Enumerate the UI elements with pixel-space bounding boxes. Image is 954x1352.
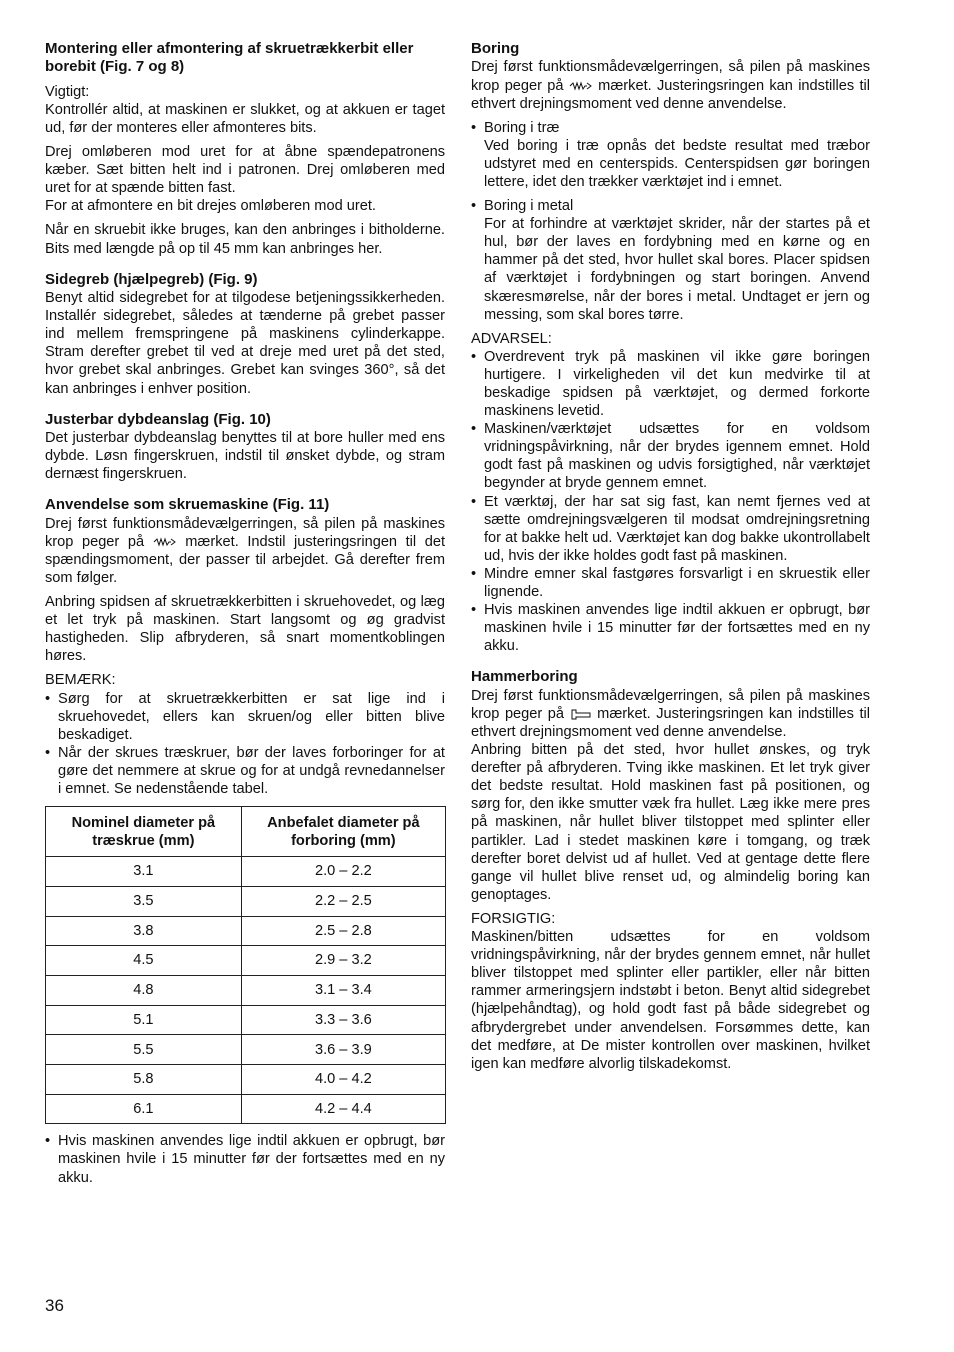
warning-item: • Maskinen/værktøjet udsættes for en voldsom vridningspåvirkning, når der brydes igennem emnet. Hold godt fast på maskinen og udvis forsigtighed, når værktøjet begynder at bryde gennem emnet. [471, 420, 870, 492]
metal-drilling-label: • Boring i metal [484, 198, 574, 215]
depth-stop-text: Det justerbar dybdeanslag benyttes til at bore huller med ens dybde. Løsn fingerskruen, indstil til ønsket dybde, og stram dernæst fingerskruen. [45, 430, 445, 483]
warning-label: ADVARSEL: [471, 330, 552, 347]
table-cell: 2.2 – 2.5 [241, 886, 445, 916]
hammer-drilling-heading: Hammerboring [471, 668, 578, 686]
mount-heading: Montering eller afmontering af skruetrækkerbit eller borebit (Fig. 7 og 8) [45, 40, 414, 76]
table-header-recommended: Anbefalet diameter på forboring (mm) [241, 807, 445, 857]
hammer-paragraph-2: Anbring bitten på det sted, hvor hullet ønskes, og tryk derefter på afbryderen. Tving ikke maskinen. Et let tryk giver det bedste resultat. Hold maskinen fast på positionen, og sørg for, den ikke smutter væk fra hullet. Læg ikke mere pres på maskinen, når hullet bliver tilstoppet med splinter eller partikler. Lad i stedet maskinen køre i tomgang, og træk derefter boret delvist ud af hullet. Ved at gentage dette flere gange vil hullet blive renset ud, og almindelig boring kan genoptages. [471, 742, 870, 903]
table-cell: 2.5 – 2.8 [241, 916, 445, 946]
table-row [46, 857, 446, 887]
boring-paragraph-a: Drej først funktionsmådevælgerringen, så pilen på maskines krop peger på [471, 59, 870, 94]
table-cell: 3.1 [46, 857, 242, 887]
table-cell: 4.5 [46, 946, 242, 976]
warning-item: • Mindre emner skal fastgøres forsvarligt i en skruestik eller lignende. [471, 565, 870, 601]
screwdriver-paragraph-1a: Drej først funktionsmådevælgerringen, så pilen på maskines krop peger på [45, 515, 445, 550]
warning-item: • Et værktøj, der har sat sig fast, kan nemt fjernes ved at sætte omdrejningsvælgeren til modsat omdrejningsretning for at bakke helt ud. Værktøjet kan dog bakke ukontrollabelt ud, hvis der ikke holdes godt fast på maskinen. [471, 493, 870, 565]
table-cell: 6.1 [46, 1094, 242, 1124]
boring-paragraph-b: mærket. Justeringsringen kan indstilles til ethvert drejningsmoment ved denne anvendelse. [471, 77, 870, 112]
table-cell: 3.3 – 3.6 [241, 1005, 445, 1035]
table-row [46, 1005, 446, 1035]
screw-mode-icon [153, 537, 177, 547]
screwdriver-paragraph-1b: mærket. Indstil justeringsringen til det spændingsmoment, der passer til arbejdet. Gå derefter frem som følger. [45, 533, 446, 586]
warning-item: • Overdrevent tryk på maskinen vil ikke gøre boringen hurtigere. I virkeligheden vil det kun medvirke til at beskadige spidsen på værktøjet, og dermed forkorte maskinens levetid. [471, 348, 870, 420]
depth-stop-heading: Justerbar dybdeanslag (Fig. 10) [45, 410, 271, 428]
note-item: • Når der skrues træskruer, bør der laves forboringer for at gøre det nemmere at skrue og for at undgå revnedannelser i emnet. Se nedenstående tabel. [45, 744, 445, 798]
table-cell: 3.1 – 3.4 [241, 975, 445, 1005]
caution-text: Maskinen/bitten udsættes for en voldsom vridningspåvirkning, når der brydes gennem emnet, når hullet bliver tilstoppet med splinter eller partikler, eller når bitten rammer armeringsjern indstøbt i beton. Benyt altid sidegrebet (hjælpehåndtag), og hold godt fast på både sidegrebet og afbrydergrebet under anvendelsen. Forsømmes dette, kan det medføre, at De mister kontrollen over maskinen, hvilket igen kan medføre alvorlig tilskadekomst. [471, 929, 870, 1072]
left-column [45, 40, 445, 1187]
hammer-paragraph-1 [471, 687, 870, 741]
mount-paragraph-1: Drej omløberen mod uret for at åbne spændepatronens kæber. Sæt bitten helt ind i patronen. Drej omløberen med uret for at spænde bitten fast. [45, 144, 445, 197]
after-table-list [45, 1132, 445, 1186]
table-cell: 5.1 [46, 1005, 242, 1035]
hammer-mode-icon [570, 708, 592, 720]
warning-list [471, 348, 870, 656]
metal-drilling-text: For at forhindre at værktøjet skrider, når der startes på et hul, bør der laves en fordybning med en kørne og en hammer på det sted, hvor hullet skal bores. Placer spidsen af værktøjet i fordybningen og start boringen. Anvend skæresmørelse, når der bores i metal. Undtaget er jern og messing, som skal bores tørre. [484, 216, 870, 323]
table-cell: 2.9 – 3.2 [241, 946, 445, 976]
screwdriver-heading: Anvendelse som skruemaskine (Fig. 11) [45, 496, 330, 514]
table-cell: 3.8 [46, 916, 242, 946]
boring-heading: Boring [471, 40, 520, 57]
mount-paragraph-3: Når en skruebit ikke bruges, kan den anbringes i bitholderne. Bits med længde på op til 45 mm kan anbringes her. [45, 222, 445, 257]
side-grip-text: Benyt altid sidegrebet for at tilgodese betjeningssikkerheden. Installér sidegrebet, således at tænderne på grebet passer ind mellem fremspringene på maskinens cylinderkappe. Stram derefter grebet til ved at dreje med uret på det sted, hvor grebet skal anbringes. Grebet kan svinges 360°, så det kan anbringes i enhver position. [45, 290, 445, 397]
table-cell: 3.6 – 3.9 [241, 1035, 445, 1065]
table-row [46, 886, 446, 916]
table-header-row [46, 807, 446, 857]
table-row [46, 975, 446, 1005]
wood-drilling-label: • Boring i træ [484, 119, 560, 136]
table-cell: 4.8 [46, 975, 242, 1005]
note-label: BEMÆRK: [45, 672, 116, 689]
boring-paragraph [471, 58, 870, 112]
table-cell: 3.5 [46, 886, 242, 916]
warning-item: • Hvis maskinen anvendes lige indtil akkuen er opbrugt, bør maskinen hvile i 15 minutter før der fortsættes med en ny akku. [471, 601, 870, 655]
page-number: 36 [45, 1296, 64, 1315]
table-row [46, 946, 446, 976]
table-row [46, 1064, 446, 1094]
note-list [45, 690, 445, 799]
table-row [46, 916, 446, 946]
boring-types-list [471, 119, 870, 324]
table-row [46, 1035, 446, 1065]
hammer-paragraph-1b: mærket. Justeringsringen kan indstilles til ethvert drejningsmoment ved denne anvendelse. [471, 705, 870, 740]
caution-label: FORSIGTIG: [471, 910, 556, 927]
table-cell: 5.5 [46, 1035, 242, 1065]
table-header-nominal: Nominel diameter på træskrue (mm) [46, 807, 242, 857]
after-table-item: • Hvis maskinen anvendes lige indtil akkuen er opbrugt, bør maskinen hvile i 15 minutter før der fortsættes med en ny akku. [45, 1132, 445, 1186]
mount-important-text: Kontrollér altid, at maskinen er slukket, og at akkuen er taget ud, før der monteres eller afmonteres bits. [45, 101, 445, 136]
table-cell: 2.0 – 2.2 [241, 857, 445, 887]
table-cell: 4.0 – 4.2 [241, 1064, 445, 1094]
wood-drilling-item [471, 119, 870, 191]
pilot-hole-table [45, 806, 446, 1124]
mount-important-label: Vigtigt: [45, 83, 90, 100]
screwdriver-paragraph-1 [45, 515, 445, 587]
mount-paragraph-2: For at afmontere en bit drejes omløberen mod uret. [45, 198, 376, 215]
wood-drilling-text: Ved boring i træ opnås det bedste resultat med træbor udstyret med en centerspids. Centerspidsen gør boringen lettere, idet den trækker værktøjet ind i emnet. [484, 137, 870, 190]
drill-mode-icon [569, 81, 593, 91]
right-column [471, 40, 870, 1073]
table-cell: 5.8 [46, 1064, 242, 1094]
side-grip-heading: Sidegreb (hjælpegreb) (Fig. 9) [45, 270, 258, 288]
hammer-paragraph-1a: Drej først funktionsmådevælgerringen, så pilen på maskines krop peger på [471, 687, 870, 722]
screwdriver-paragraph-2: Anbring spidsen af skruetrækkerbitten i skruehovedet, og læg et let tryk på maskinen. Start langsomt og øg gradvist hastigheden. Slip afbryderen, så snart momentkoblingen høres. [45, 594, 445, 665]
note-item: • Sørg for at skruetrækkerbitten er sat lige ind i skruehovedet, ellers kan skruen/og eller bitten blive beskadiget. [45, 690, 445, 744]
metal-drilling-item [471, 197, 870, 324]
table-cell: 4.2 – 4.4 [241, 1094, 445, 1124]
table-row [46, 1094, 446, 1124]
